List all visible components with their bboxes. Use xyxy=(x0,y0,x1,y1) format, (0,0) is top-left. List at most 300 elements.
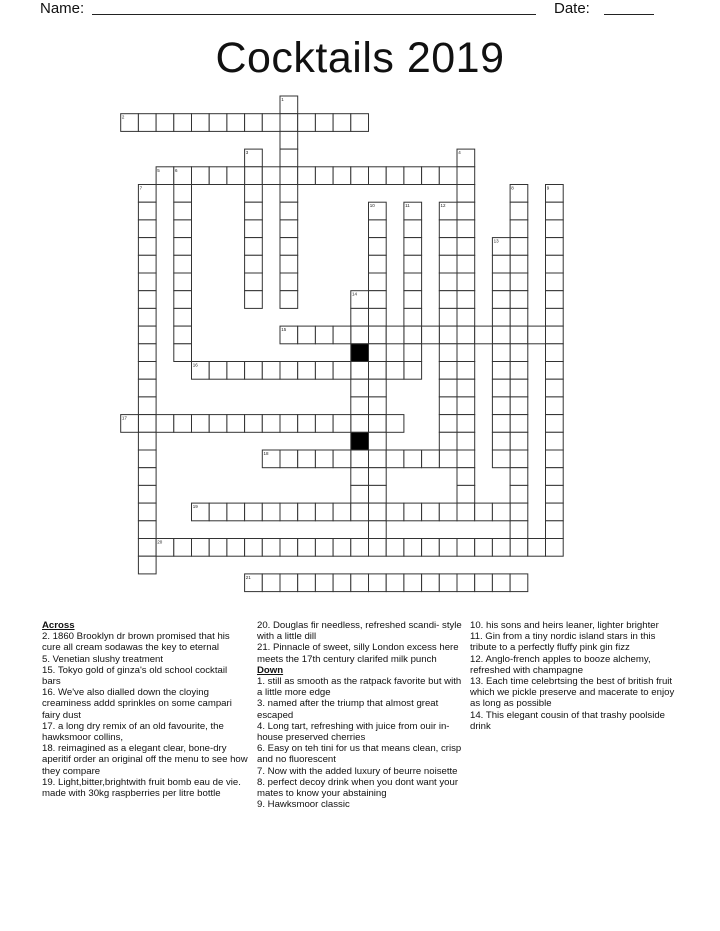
grid-cell[interactable] xyxy=(492,415,510,433)
grid-cell[interactable] xyxy=(492,574,510,592)
grid-cell[interactable] xyxy=(386,450,404,468)
grid-cell[interactable] xyxy=(439,574,457,592)
grid-cell[interactable] xyxy=(138,202,156,220)
grid-cell[interactable] xyxy=(227,167,245,185)
grid-cell[interactable] xyxy=(404,220,422,238)
grid-cell[interactable] xyxy=(528,326,546,344)
down-clue-12: 12. Anglo-french apples to booze alchemy, refreshed with champagne xyxy=(470,653,651,676)
grid-cell[interactable] xyxy=(510,415,528,433)
grid-cell[interactable] xyxy=(546,415,564,433)
grid-cell[interactable] xyxy=(439,326,457,344)
grid-cell[interactable] xyxy=(138,326,156,344)
grid-cell[interactable] xyxy=(457,450,475,468)
grid-cell[interactable] xyxy=(174,238,192,256)
grid-cell[interactable] xyxy=(138,362,156,380)
grid-cell[interactable] xyxy=(475,503,493,521)
grid-cell[interactable] xyxy=(457,255,475,273)
grid-cell[interactable] xyxy=(510,397,528,415)
grid-cell[interactable] xyxy=(369,574,387,592)
grid-cell[interactable] xyxy=(510,308,528,326)
grid-cell[interactable] xyxy=(333,415,351,433)
grid-cell[interactable] xyxy=(369,539,387,557)
grid-cell[interactable] xyxy=(138,255,156,273)
grid-cell[interactable] xyxy=(351,362,369,380)
grid-cell[interactable] xyxy=(280,362,298,380)
grid-cell[interactable] xyxy=(369,468,387,486)
grid-cell[interactable] xyxy=(404,167,422,185)
grid-cell[interactable] xyxy=(404,255,422,273)
grid-cell[interactable] xyxy=(457,574,475,592)
grid-cell[interactable] xyxy=(546,521,564,539)
grid-cell[interactable] xyxy=(262,503,280,521)
grid-cell[interactable] xyxy=(439,273,457,291)
grid-cell[interactable] xyxy=(351,114,369,132)
grid-cell[interactable] xyxy=(209,167,227,185)
grid-cell[interactable] xyxy=(439,220,457,238)
across-clue-15: 15. Tokyo gold of ginza's old school cocktail bars xyxy=(42,664,228,688)
grid-cell[interactable] xyxy=(227,539,245,557)
grid-cell[interactable] xyxy=(369,238,387,256)
grid-cell[interactable] xyxy=(457,468,475,486)
grid-cell[interactable] xyxy=(404,273,422,291)
grid-cell[interactable] xyxy=(422,167,440,185)
grid-cell[interactable] xyxy=(227,503,245,521)
grid-cell[interactable] xyxy=(280,202,298,220)
grid-cell[interactable] xyxy=(510,273,528,291)
grid-cell[interactable] xyxy=(457,220,475,238)
grid-cell[interactable] xyxy=(492,308,510,326)
grid-cell[interactable] xyxy=(280,539,298,557)
black-square xyxy=(351,344,369,362)
grid-cell[interactable] xyxy=(227,362,245,380)
grid-cell[interactable] xyxy=(369,220,387,238)
grid-cell[interactable] xyxy=(333,539,351,557)
grid-cell[interactable] xyxy=(245,273,263,291)
grid-cell[interactable] xyxy=(546,503,564,521)
grid-cell[interactable] xyxy=(386,574,404,592)
grid-cell[interactable] xyxy=(492,432,510,450)
grid-cell[interactable] xyxy=(138,432,156,450)
grid-cell[interactable] xyxy=(192,114,210,132)
grid-cell[interactable] xyxy=(174,539,192,557)
grid-cell[interactable] xyxy=(280,291,298,309)
down-clue-14: 14. This elegant cousin of that trashy poolside drink xyxy=(470,709,666,732)
grid-cell[interactable] xyxy=(138,539,156,557)
grid-cell[interactable] xyxy=(439,539,457,557)
grid-cell[interactable] xyxy=(262,415,280,433)
grid-cell[interactable] xyxy=(209,362,227,380)
grid-cell[interactable] xyxy=(351,167,369,185)
grid-cell[interactable] xyxy=(280,220,298,238)
grid-cell[interactable] xyxy=(546,273,564,291)
grid-cell[interactable] xyxy=(315,539,333,557)
grid-cell[interactable] xyxy=(298,326,316,344)
grid-cell[interactable] xyxy=(138,397,156,415)
grid-cell[interactable] xyxy=(439,415,457,433)
grid-cell[interactable] xyxy=(528,539,546,557)
grid-cell[interactable] xyxy=(245,503,263,521)
grid-cell[interactable] xyxy=(298,503,316,521)
grid-cell[interactable] xyxy=(138,238,156,256)
grid-cell[interactable] xyxy=(510,202,528,220)
grid-cell[interactable] xyxy=(315,574,333,592)
grid-cell[interactable] xyxy=(492,326,510,344)
grid-cell[interactable] xyxy=(138,468,156,486)
grid-cell[interactable] xyxy=(138,344,156,362)
grid-cell[interactable] xyxy=(439,379,457,397)
cell-number: 14 xyxy=(352,291,358,297)
grid-cell[interactable] xyxy=(369,379,387,397)
grid-cell[interactable] xyxy=(369,255,387,273)
grid-cell[interactable] xyxy=(546,379,564,397)
grid-cell[interactable] xyxy=(457,291,475,309)
grid-cell[interactable] xyxy=(138,308,156,326)
grid-cell[interactable] xyxy=(245,202,263,220)
grid-cell[interactable] xyxy=(174,308,192,326)
grid-cell[interactable] xyxy=(457,185,475,203)
grid-cell[interactable] xyxy=(492,344,510,362)
down-heading: Down xyxy=(257,664,284,676)
grid-cell[interactable] xyxy=(262,114,280,132)
grid-cell[interactable] xyxy=(174,255,192,273)
grid-cell[interactable] xyxy=(546,308,564,326)
grid-cell[interactable] xyxy=(369,503,387,521)
cell-number: 10 xyxy=(369,203,375,209)
clues-column-3 xyxy=(470,620,680,732)
grid-cell[interactable] xyxy=(245,415,263,433)
grid-cell[interactable] xyxy=(475,574,493,592)
grid-cell[interactable] xyxy=(156,114,174,132)
grid-cell[interactable] xyxy=(457,397,475,415)
grid-cell[interactable] xyxy=(174,220,192,238)
grid-cell[interactable] xyxy=(315,326,333,344)
grid-cell[interactable] xyxy=(546,291,564,309)
grid-cell[interactable] xyxy=(439,432,457,450)
grid-cell[interactable] xyxy=(262,362,280,380)
grid-cell[interactable] xyxy=(369,308,387,326)
grid-cell[interactable] xyxy=(369,397,387,415)
grid-cell[interactable] xyxy=(422,326,440,344)
grid-cell[interactable] xyxy=(386,362,404,380)
grid-cell[interactable] xyxy=(510,432,528,450)
grid-cell[interactable] xyxy=(174,273,192,291)
cell-number: 17 xyxy=(121,415,127,421)
grid-cell[interactable] xyxy=(475,326,493,344)
grid-cell[interactable] xyxy=(439,291,457,309)
grid-cell[interactable] xyxy=(298,362,316,380)
grid-cell[interactable] xyxy=(510,326,528,344)
grid-cell[interactable] xyxy=(457,485,475,503)
grid-cell[interactable] xyxy=(369,326,387,344)
grid-cell[interactable] xyxy=(227,415,245,433)
grid-cell[interactable] xyxy=(280,149,298,167)
grid-cell[interactable] xyxy=(351,503,369,521)
grid-cell[interactable] xyxy=(369,291,387,309)
grid-cell[interactable] xyxy=(404,291,422,309)
grid-cell[interactable] xyxy=(138,379,156,397)
grid-cell[interactable] xyxy=(510,503,528,521)
grid-cell[interactable] xyxy=(280,255,298,273)
grid-cell[interactable] xyxy=(138,273,156,291)
grid-cell[interactable] xyxy=(457,415,475,433)
grid-cell[interactable] xyxy=(510,220,528,238)
grid-cell[interactable] xyxy=(457,308,475,326)
grid-cell[interactable] xyxy=(315,450,333,468)
grid-cell[interactable] xyxy=(546,238,564,256)
grid-cell[interactable] xyxy=(404,503,422,521)
grid-cell[interactable] xyxy=(138,485,156,503)
grid-cell[interactable] xyxy=(138,450,156,468)
grid-cell[interactable] xyxy=(510,574,528,592)
grid-cell[interactable] xyxy=(492,362,510,380)
grid-cell[interactable] xyxy=(280,131,298,149)
grid-cell[interactable] xyxy=(280,503,298,521)
across-clue-19: 19. Light,bitter,brightwith fruit bomb eau de vie. made with 30kg raspberries per litre bottle xyxy=(42,776,241,800)
grid-cell[interactable] xyxy=(262,574,280,592)
grid-cell[interactable] xyxy=(546,220,564,238)
grid-cell[interactable] xyxy=(333,114,351,132)
grid-cell[interactable] xyxy=(546,450,564,468)
grid-cell[interactable] xyxy=(404,326,422,344)
grid-cell[interactable] xyxy=(351,468,369,486)
grid-cell[interactable] xyxy=(546,255,564,273)
grid-cell[interactable] xyxy=(280,415,298,433)
grid-cell[interactable] xyxy=(457,202,475,220)
grid-cell[interactable] xyxy=(138,415,156,433)
grid-cell[interactable] xyxy=(510,291,528,309)
cell-number: 7 xyxy=(139,185,143,191)
grid-cell[interactable] xyxy=(138,556,156,574)
grid-cell[interactable] xyxy=(404,539,422,557)
grid-cell[interactable] xyxy=(174,326,192,344)
grid-cell[interactable] xyxy=(457,539,475,557)
grid-cell[interactable] xyxy=(404,308,422,326)
grid-cell[interactable] xyxy=(457,167,475,185)
grid-cell[interactable] xyxy=(192,415,210,433)
grid-cell[interactable] xyxy=(245,291,263,309)
grid-cell[interactable] xyxy=(386,415,404,433)
grid-cell[interactable] xyxy=(457,238,475,256)
grid-cell[interactable] xyxy=(369,167,387,185)
down-clue-11: 11. Gin from a tiny nordic island stars in this tribute to a perfectly fluffy pink gin fizz xyxy=(470,631,656,654)
puzzle-title: Cocktails 2019 xyxy=(215,34,505,82)
grid-cell[interactable] xyxy=(492,273,510,291)
grid-cell[interactable] xyxy=(439,503,457,521)
grid-cell[interactable] xyxy=(262,167,280,185)
grid-cell[interactable] xyxy=(439,344,457,362)
grid-cell[interactable] xyxy=(280,273,298,291)
grid-cell[interactable] xyxy=(351,539,369,557)
grid-cell[interactable] xyxy=(510,344,528,362)
grid-cell[interactable] xyxy=(333,450,351,468)
grid-cell[interactable] xyxy=(280,185,298,203)
grid-cell[interactable] xyxy=(546,485,564,503)
grid-cell[interactable] xyxy=(404,362,422,380)
grid-cell[interactable] xyxy=(369,344,387,362)
grid-cell[interactable] xyxy=(245,167,263,185)
grid-cell[interactable] xyxy=(174,114,192,132)
grid-cell[interactable] xyxy=(209,415,227,433)
grid-cell[interactable] xyxy=(386,167,404,185)
grid-cell[interactable] xyxy=(369,362,387,380)
grid-cell[interactable] xyxy=(457,432,475,450)
grid-cell[interactable] xyxy=(245,114,263,132)
grid-cell[interactable] xyxy=(422,450,440,468)
grid-cell[interactable] xyxy=(209,503,227,521)
grid-cell[interactable] xyxy=(351,485,369,503)
grid-cell[interactable] xyxy=(209,539,227,557)
grid-cell[interactable] xyxy=(475,539,493,557)
grid-cell[interactable] xyxy=(369,450,387,468)
grid-cell[interactable] xyxy=(174,202,192,220)
grid-cell[interactable] xyxy=(546,468,564,486)
grid-cell[interactable] xyxy=(439,238,457,256)
grid-cell[interactable] xyxy=(492,255,510,273)
grid-cell[interactable] xyxy=(298,114,316,132)
grid-cell[interactable] xyxy=(315,362,333,380)
grid-cell[interactable] xyxy=(138,291,156,309)
grid-cell[interactable] xyxy=(280,238,298,256)
grid-cell[interactable] xyxy=(351,308,369,326)
grid-cell[interactable] xyxy=(546,326,564,344)
grid-cell[interactable] xyxy=(333,362,351,380)
grid-cell[interactable] xyxy=(351,379,369,397)
grid-cell[interactable] xyxy=(280,450,298,468)
grid-cell[interactable] xyxy=(510,521,528,539)
grid-cell[interactable] xyxy=(369,485,387,503)
grid-cell[interactable] xyxy=(138,114,156,132)
grid-cell[interactable] xyxy=(369,415,387,433)
grid-cell[interactable] xyxy=(492,539,510,557)
grid-cell[interactable] xyxy=(174,185,192,203)
grid-cell[interactable] xyxy=(315,503,333,521)
grid-cell[interactable] xyxy=(315,167,333,185)
grid-cell[interactable] xyxy=(439,397,457,415)
grid-cell[interactable] xyxy=(351,415,369,433)
grid-cell[interactable] xyxy=(333,326,351,344)
grid-cell[interactable] xyxy=(492,291,510,309)
grid-cell[interactable] xyxy=(298,539,316,557)
grid-cell[interactable] xyxy=(439,450,457,468)
grid-cell[interactable] xyxy=(280,167,298,185)
grid-cell[interactable] xyxy=(351,326,369,344)
grid-cell[interactable] xyxy=(298,574,316,592)
grid-cell[interactable] xyxy=(546,344,564,362)
grid-cell[interactable] xyxy=(510,255,528,273)
grid-cell[interactable] xyxy=(510,379,528,397)
grid-cell[interactable] xyxy=(333,574,351,592)
grid-cell[interactable] xyxy=(546,397,564,415)
grid-cell[interactable] xyxy=(174,415,192,433)
grid-cell[interactable] xyxy=(351,574,369,592)
grid-cell[interactable] xyxy=(333,503,351,521)
grid-cell[interactable] xyxy=(315,114,333,132)
grid-cell[interactable] xyxy=(192,539,210,557)
grid-cell[interactable] xyxy=(404,574,422,592)
grid-cell[interactable] xyxy=(492,397,510,415)
cell-number: 9 xyxy=(546,185,550,191)
grid-cell[interactable] xyxy=(510,450,528,468)
grid-cell[interactable] xyxy=(546,362,564,380)
grid-cell[interactable] xyxy=(546,202,564,220)
grid-cell[interactable] xyxy=(439,255,457,273)
grid-cell[interactable] xyxy=(492,379,510,397)
grid-cell[interactable] xyxy=(369,521,387,539)
grid-cell[interactable] xyxy=(245,185,263,203)
grid-cell[interactable] xyxy=(404,450,422,468)
grid-cell[interactable] xyxy=(510,468,528,486)
grid-cell[interactable] xyxy=(422,574,440,592)
grid-cell[interactable] xyxy=(422,503,440,521)
grid-cell[interactable] xyxy=(351,397,369,415)
grid-cell[interactable] xyxy=(457,273,475,291)
grid-cell[interactable] xyxy=(546,432,564,450)
grid-cell[interactable] xyxy=(138,521,156,539)
grid-cell[interactable] xyxy=(298,167,316,185)
grid-cell[interactable] xyxy=(245,539,263,557)
grid-cell[interactable] xyxy=(510,485,528,503)
grid-cell[interactable] xyxy=(439,362,457,380)
grid-cell[interactable] xyxy=(510,539,528,557)
grid-cell[interactable] xyxy=(404,344,422,362)
grid-cell[interactable] xyxy=(298,415,316,433)
grid-cell[interactable] xyxy=(457,326,475,344)
grid-cell[interactable] xyxy=(280,114,298,132)
grid-cell[interactable] xyxy=(457,379,475,397)
grid-cell[interactable] xyxy=(192,167,210,185)
grid-cell[interactable] xyxy=(457,503,475,521)
down-clue-13: 13. Each time celebrtsing the best of british fruit which we pickle preserve and macerate to enjoy as long as possible xyxy=(470,676,675,710)
grid-cell[interactable] xyxy=(315,415,333,433)
grid-cell[interactable] xyxy=(369,273,387,291)
grid-cell[interactable] xyxy=(138,220,156,238)
grid-cell[interactable] xyxy=(245,362,263,380)
grid-cell[interactable] xyxy=(333,167,351,185)
grid-cell[interactable] xyxy=(439,167,457,185)
grid-cell[interactable] xyxy=(245,238,263,256)
grid-cell[interactable] xyxy=(280,574,298,592)
grid-cell[interactable] xyxy=(439,308,457,326)
grid-cell[interactable] xyxy=(245,220,263,238)
grid-cell[interactable] xyxy=(174,344,192,362)
grid-cell[interactable] xyxy=(457,344,475,362)
grid-cell[interactable] xyxy=(298,450,316,468)
grid-cell[interactable] xyxy=(546,539,564,557)
cell-number: 11 xyxy=(405,203,410,209)
grid-cell[interactable] xyxy=(138,503,156,521)
grid-cell[interactable] xyxy=(404,238,422,256)
across-clue-16: 16. We've also dialled down the cloying creaminess addd sprinkles on some campari fairy dust xyxy=(42,687,232,721)
grid-cell[interactable] xyxy=(492,503,510,521)
grid-cell[interactable] xyxy=(174,291,192,309)
grid-cell[interactable] xyxy=(245,255,263,273)
grid-cell[interactable] xyxy=(386,503,404,521)
grid-cell[interactable] xyxy=(209,114,227,132)
grid-cell[interactable] xyxy=(156,415,174,433)
grid-cell[interactable] xyxy=(262,539,280,557)
grid-cell[interactable] xyxy=(227,114,245,132)
cell-number: 18 xyxy=(263,451,269,456)
grid-cell[interactable] xyxy=(510,238,528,256)
grid-cell[interactable] xyxy=(386,326,404,344)
grid-cell[interactable] xyxy=(369,432,387,450)
grid-cell[interactable] xyxy=(422,539,440,557)
grid-cell[interactable] xyxy=(510,362,528,380)
grid-cell[interactable] xyxy=(457,362,475,380)
grid-cell[interactable] xyxy=(492,450,510,468)
grid-cell[interactable] xyxy=(351,450,369,468)
grid-cell[interactable] xyxy=(386,539,404,557)
